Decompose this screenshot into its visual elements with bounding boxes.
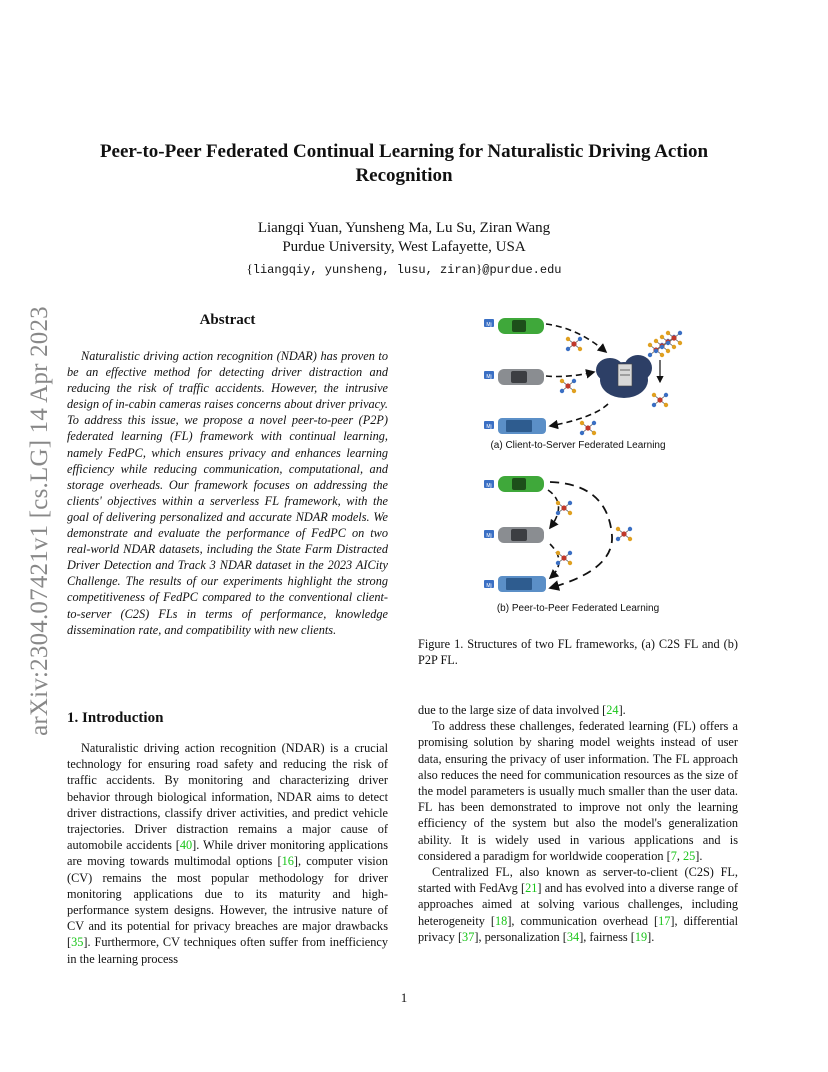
section-heading-introduction: 1. Introduction [67,710,164,726]
paper-title: Peer-to-Peer Federated Continual Learning for Naturalistic Driving Action Recognition [99,141,709,186]
left-column-text [67,740,388,967]
right-column-text [418,702,738,945]
peer-blue-car [484,576,546,592]
citation-link[interactable]: 21 [525,881,538,896]
figure-caption: Figure 1. Structures of two FL frameworks, (a) C2S FL and (b) P2P FL. [418,637,738,667]
affiliation: Purdue University, West Lafayette, USA [282,239,526,255]
citation-link[interactable]: 40 [179,838,193,853]
intro-paragraph-1-continued: due to the large size of data involved [24]. [418,703,626,717]
client-blue-car [484,418,546,434]
citation-link[interactable]: 24 [606,703,619,717]
intro-paragraph-1: Naturalistic driving action recognition (NDAR) is a crucial technology for ensuring road safety and reducing the risk of traffic accidents. By monitoring and characterizing driver behavior through biological information, NDAR aims to detect driver distractions, classify driver activities, and predict vehicle trajectories. Driver distraction remains a major cause of automobile accidents [40]. While driver monitoring applications are moving towards multimodal options [16], computer vision (CV) remains the most popular methodology for driver monitoring applications due to its maturity and high-performance system designs. However, the intrusive nature of CV and its potential for privacy breaches are major drawbacks [35]. Furthermore, CV techniques often suffer from inefficiency in the learning process [67,741,388,966]
intro-paragraph-2: To address these challenges, federated learning (FL) offers a promising solution by sharing model weights instead of user data, ensuring the privacy of user information. The FL approach also reduces the need for communication resources as the size of the model parameters is usually much smaller than the user data. FL has been demonstrated to improve not only the learning efficiency of the system but also the model's generalization ability. It is widely used in various applications and is considered a paradigm for worldwide cooperation [7, 25]. [418,719,738,863]
peer-gray-car [484,527,544,543]
citation-link[interactable]: 17 [658,913,671,928]
page-number: 1 [400,990,408,1005]
intro-paragraph-3: Centralized FL, also known as server-to-client (C2S) FL, started with FedAvg [21] and has evolved into a diverse range of approaches aimed at solving various challenges, including heterogeneity [18], communication overhead [17], differential privacy [37], personalization [34], fairness [19]. [418,865,738,944]
svg-text:Mj: Mj [486,322,492,328]
figure-subcaption-a: (a) Client-to-Server Federated Learning [490,440,666,451]
svg-text:Mj: Mj [486,533,492,539]
abstract-text: Naturalistic driving action recognition (NDAR) has proven to be an effective method for detecting driver distraction and reducing the risk of traffic accidents. However, the intrusive design of in-cabin cameras raises concerns about driver privacy. To address this issue, we propose a novel peer-to-peer (P2P) federated learning (FL) framework with continual learning, namely FedPC, which ensures privacy and enhances learning efficiency while reducing communication, computational, and storage overheads. Our framework focuses on addressing the clients' objectives within a serverless FL framework, with the goal of delivering personalized and accurate NDAR models. We demonstrate and evaluate the performance of FedPC on two real-world NDAR datasets, including the State Farm Distracted Driver Detection and Track 3 NDAR dataset in the 2023 AICity Challenge. The results of our experiments highlight the strong competitiveness of FedPC compared to the conventional client-to-server (C2S) FLs in terms of performance, knowledge dissemination rate, and compatibility with new clients. [67,349,388,637]
aggregated-models [648,331,682,357]
author-block [80,219,728,257]
author-names: Liangqi Yuan, Yunsheng Ma, Lu Su, Ziran Wang [257,220,551,236]
citation-link[interactable]: 37 [462,929,475,944]
arxiv-identifier: arXiv:2304.07421v1 [cs.LG] 14 Apr 2023 [26,306,53,736]
abstract-heading: Abstract [199,312,256,328]
email-brace-close: } [476,261,483,276]
citation-link[interactable]: 19 [634,929,648,944]
client-gray-car [484,369,544,385]
email-brace-open: { [246,261,253,276]
cloud-server [596,355,652,398]
email-domain: @purdue.edu [482,263,562,277]
c2s-diagram [484,318,682,435]
citation-link[interactable]: 34 [566,929,580,944]
svg-text:Mj: Mj [486,583,492,589]
email-line [80,260,728,279]
figure-1 [418,308,738,618]
peer-green-car [484,476,544,492]
figure-subcaption-b: (b) Peer-to-Peer Federated Learning [496,603,660,614]
citation-link[interactable]: 35 [71,935,84,950]
citation-link[interactable]: 7 [670,848,677,863]
citation-link[interactable]: 16 [281,854,294,869]
email-names: liangqiy, yunsheng, lusu, ziran [252,263,477,277]
svg-text:Mj: Mj [486,374,492,380]
svg-text:Mj: Mj [486,483,492,489]
citation-link[interactable]: 25 [683,848,696,863]
client-green-car [484,318,544,334]
svg-text:Mj: Mj [486,424,492,430]
p2p-diagram [484,476,632,592]
citation-link[interactable]: 18 [495,913,508,928]
